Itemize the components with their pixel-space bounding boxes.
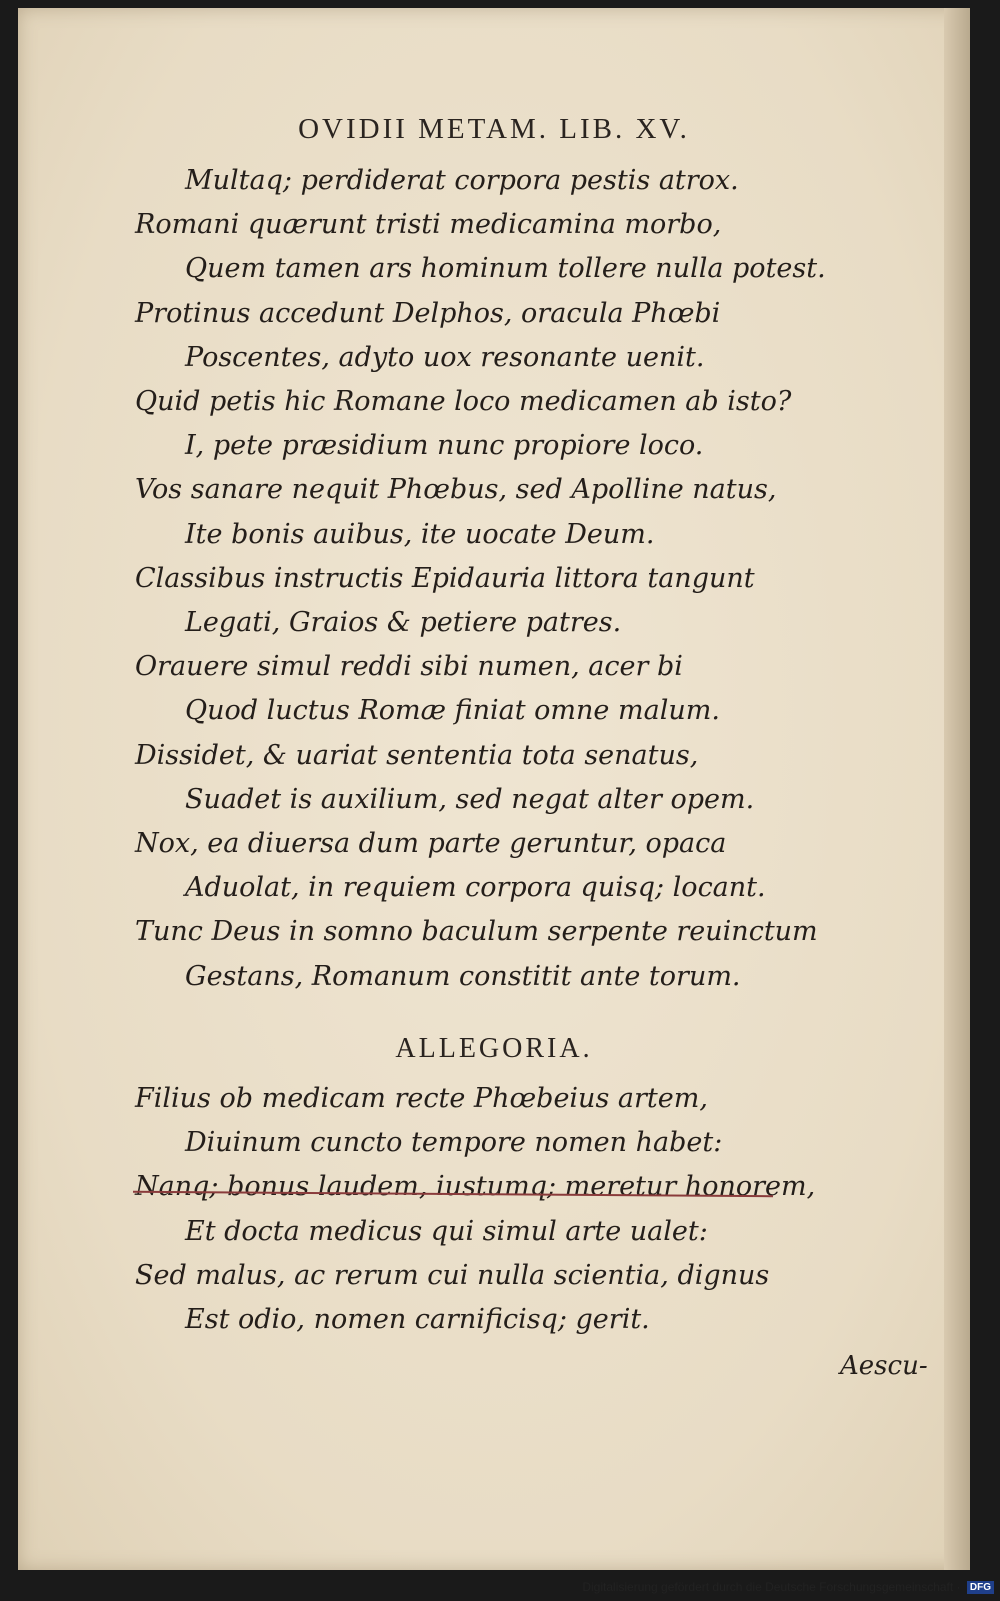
dfg-logo: DFG [967,1581,994,1594]
digitization-credit: Digitalisierung gefördert durch die Deutsche Forschungsgemeinschaft · DFG [582,1580,994,1594]
verse-line: Dissidet, & uariat sententia tota senatus, [135,739,699,771]
book-page [18,8,970,1570]
verse-line: Nanq; bonus laudem, iustumq; meretur honorem, [135,1171,816,1203]
verse-line: Romani quærunt tristi medicamina morbo, [135,209,722,241]
verse-line: Gestans, Romanum constitit ante torum. [185,960,741,992]
verse-line: Tunc Deus in somno baculum serpente reuinctum [135,916,818,948]
catchword: Aescu- [840,1351,928,1381]
verse-line: Legati, Graios & petiere patres. [185,607,622,638]
verse-line: Poscentes, adyto uox resonante uenit. [185,341,705,373]
verse-line: Quem tamen ars hominum tollere nulla potest. [185,253,826,285]
verse-line: Filius ob medicam recte Phœbeius artem, [135,1083,708,1114]
verse-line: Est odio, nomen carnificisq; gerit. [185,1304,650,1335]
credit-text: Digitalisierung gefördert durch die Deutsche Forschungsgemeinschaft [582,1580,954,1594]
verse-line: Vos sanare nequit Phœbus, sed Apolline natus, [135,474,777,506]
verse-line: Sed malus, ac rerum cui nulla scientia, dignus [135,1259,770,1291]
verse-line: Classibus instructis Epidauria littora tangunt [135,562,755,594]
verse-line: Quid petis hic Romane loco medicamen ab isto? [135,386,792,417]
running-head: OVIDII METAM. LIB. XV. [298,113,690,145]
verse-line: Et docta medicus qui simul arte ualet: [185,1215,708,1247]
verse-line: Orauere simul reddi sibi numen, acer bi [135,651,683,683]
verse-line: Aduolat, in requiem corpora quisq; locant. [185,872,766,904]
verse-line: Multaq; perdiderat corpora pestis atrox. [185,165,739,196]
page-gutter [944,8,970,1570]
verse-line: Quod luctus Romæ finiat omne malum. [185,695,720,727]
verse-line: Nox, ea diuersa dum parte geruntur, opaca [135,828,727,859]
verse-line: Ite bonis auibus, ite uocate Deum. [185,518,655,550]
verse-line: Protinus accedunt Delphos, oracula Phœbi [135,297,721,329]
section-head: ALLEGORIA. [395,1033,593,1064]
verse-line: I, pete præsidium nunc propiore loco. [185,430,704,462]
verse-line: Diuinum cuncto tempore nomen habet: [185,1127,723,1159]
verse-line: Suadet is auxilium, sed negat alter opem. [185,783,755,815]
